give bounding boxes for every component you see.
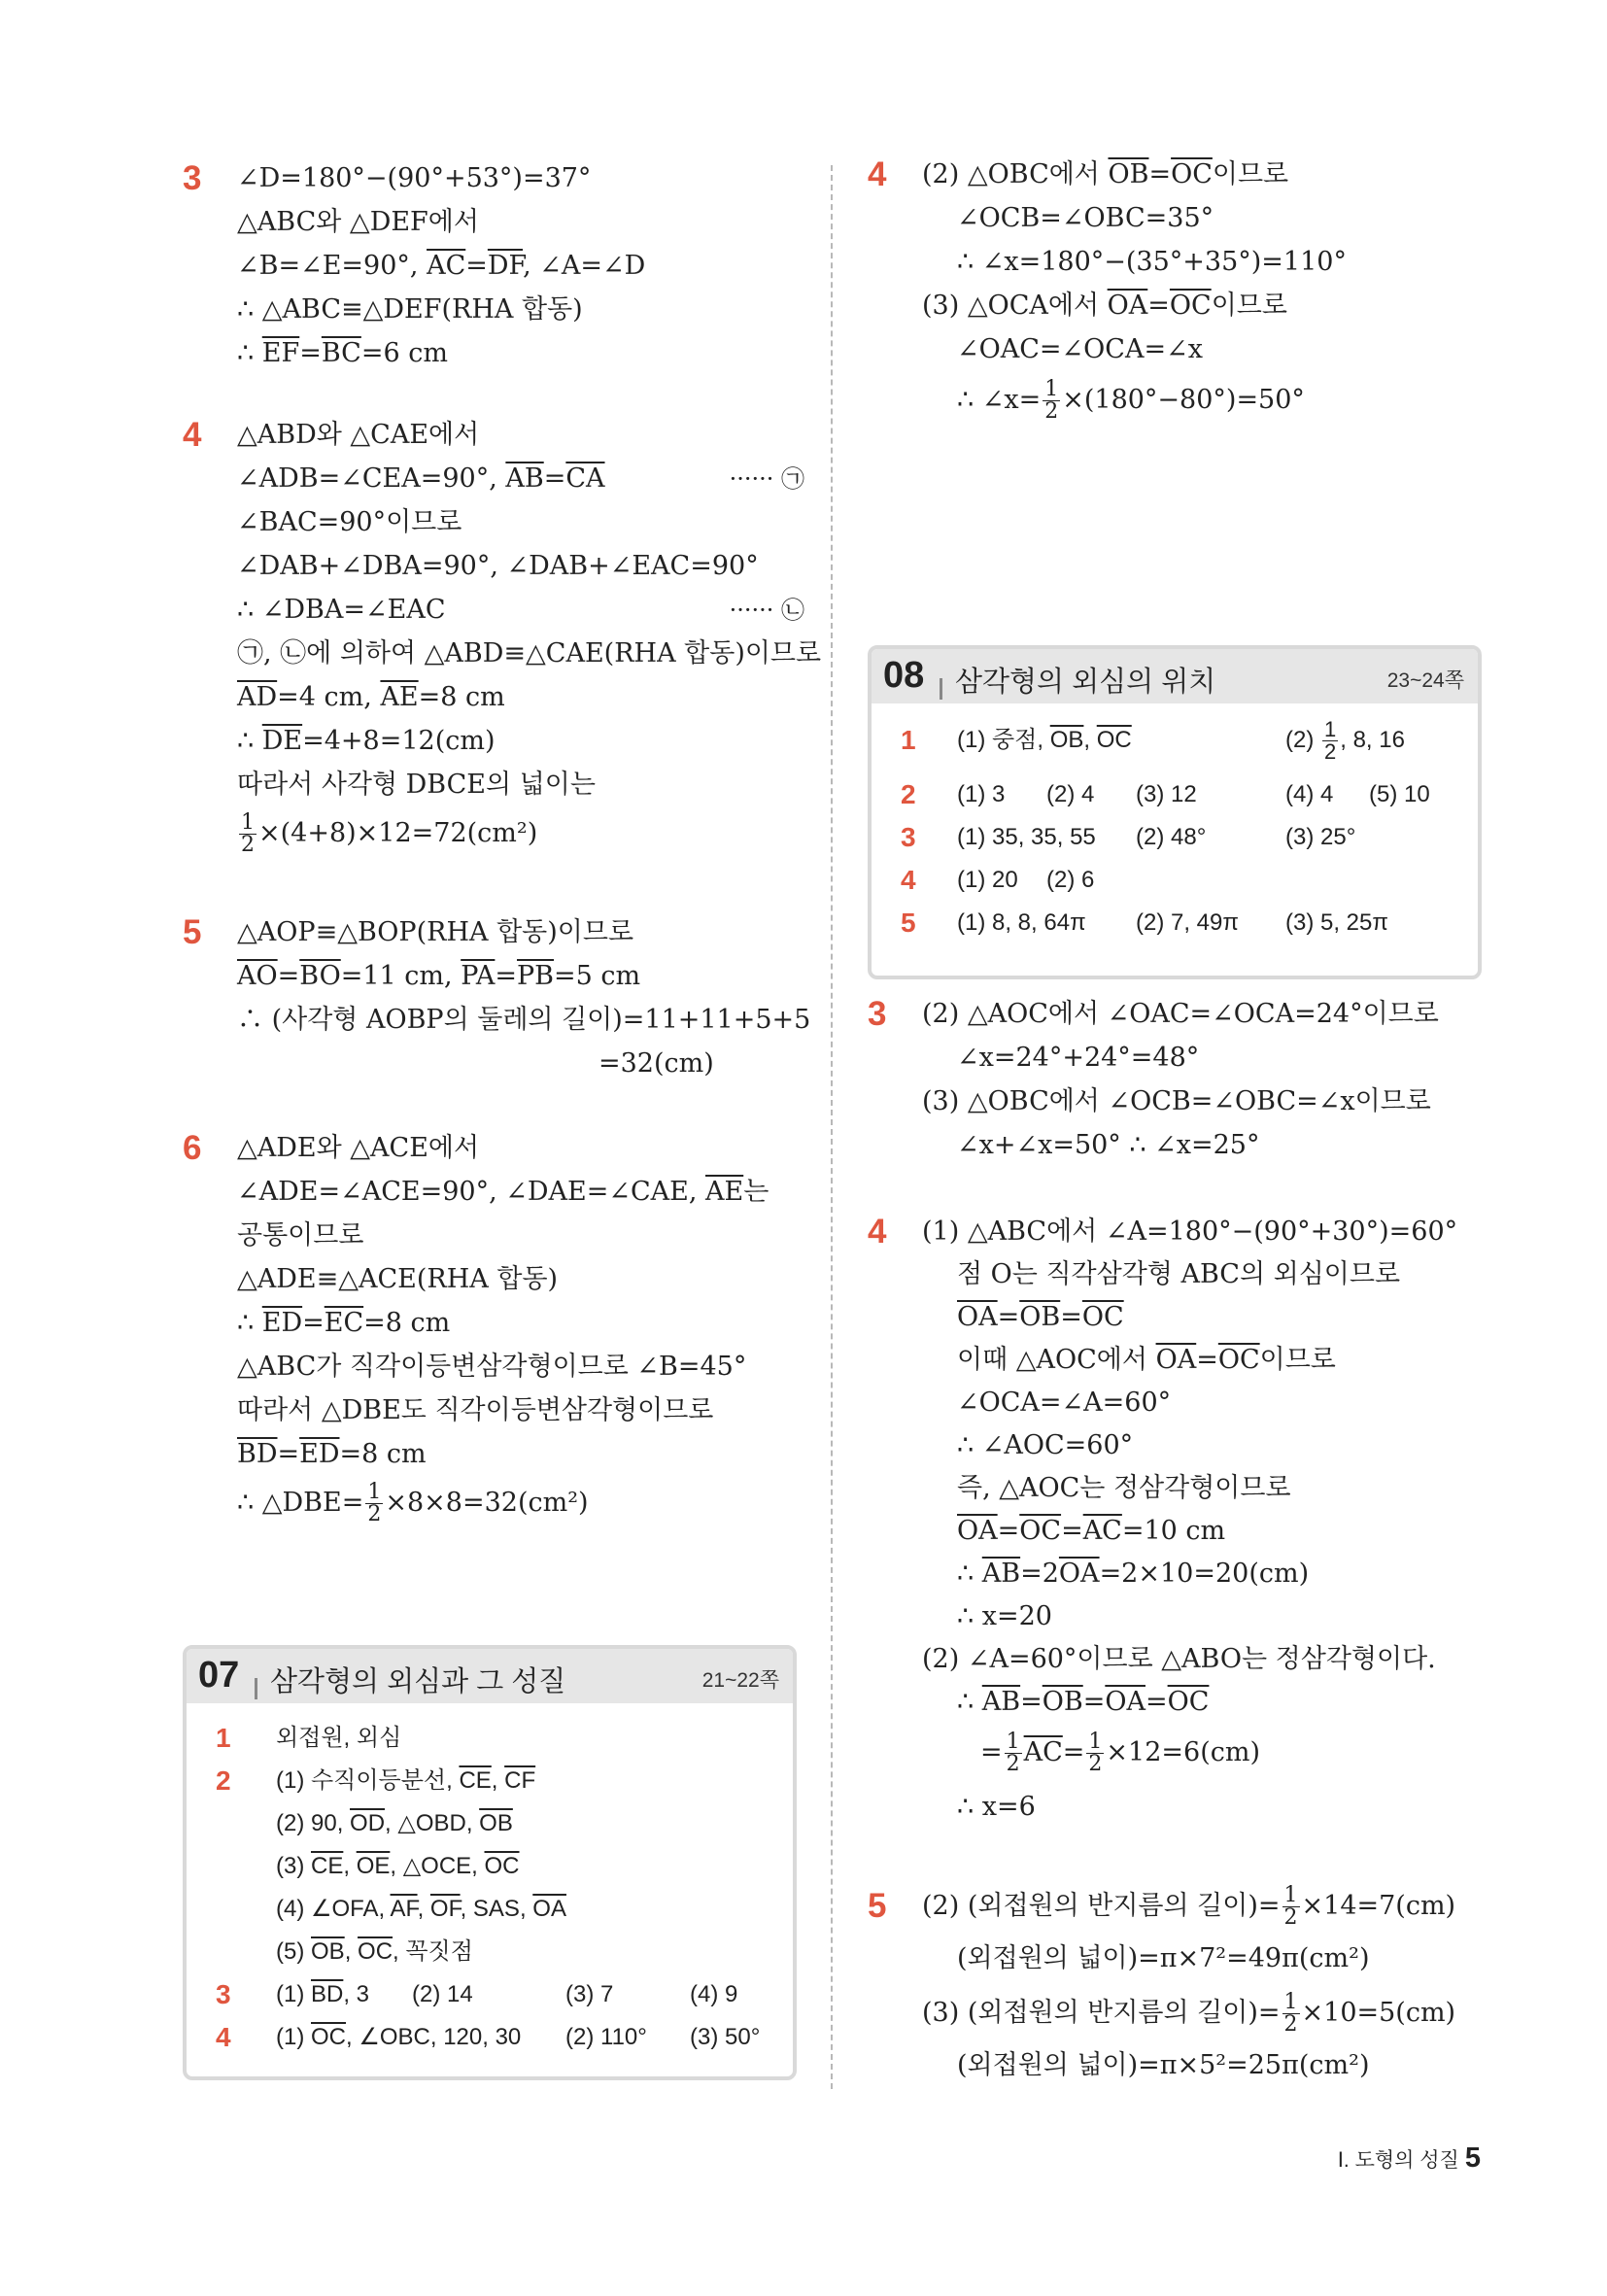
line: ∴ ∠DBA=∠EAC	[237, 595, 446, 625]
line: ∠ADE=∠ACE=90°, ∠DAE=∠CAE, $\overline{AE}$는	[237, 1177, 769, 1207]
answer-number: 2	[216, 1765, 231, 1796]
section-label: Ⅰ. 도형의 성질	[1337, 2149, 1459, 2172]
fraction: $\frac{1}{2}$	[1324, 717, 1337, 765]
line: = $\frac{1}{2}$ $\overline{AC}=$ $\frac{1}{2}$ ×12=6(cm)	[980, 1730, 1260, 1776]
answer-number: 1	[216, 1723, 231, 1753]
answer-line: (2) 48°	[1136, 824, 1207, 850]
line: ∠x=24°+24°=48°	[957, 1043, 1200, 1073]
fraction: $\frac{1}{2}$	[1044, 377, 1059, 424]
answer-line: (5) 10	[1369, 781, 1430, 807]
box-header	[187, 1649, 793, 1703]
line: △ABD와 △CAE에서	[237, 420, 480, 450]
divider	[255, 1678, 257, 1699]
page-range: 23~24쪽	[1386, 669, 1464, 692]
answer-line: (4) ∠OFA, $\overline{AF}$, $\overline{OF}$, SAS, $\overline{OA}$	[276, 1896, 566, 1922]
line: ∠OCB=∠OBC=35°	[957, 203, 1214, 233]
question-number: 3	[868, 995, 887, 1033]
line: (1) △ABC에서 ∠A=180°−(90°+30°)=60°	[922, 1217, 1458, 1247]
answer-box-08	[868, 645, 1482, 979]
answer-line: (3) $\overline{CE}$, $\overline{OE}$, △OCE, $\overline{OC}$	[276, 1853, 520, 1879]
line: ∴ $\overline{EF}=\overline{BC}=6$ cm	[237, 338, 448, 368]
answer-number: 1	[901, 725, 916, 755]
line: ∴ △DBE= $\frac{1}{2}$ ×8×8=32(cm²)	[237, 1480, 589, 1526]
line: ∠B=∠E=90°, $\overline{AC}=\overline{DF}$, ∠A=∠D	[237, 251, 646, 281]
left-question-3	[183, 157, 814, 381]
section-title: 삼각형의 외심과 그 성질	[270, 1666, 566, 1697]
line: (외접원의 넓이)=π×5²=25π(cm²)	[957, 2050, 1370, 2080]
line: (외접원의 넓이)=π×7²=49π(cm²)	[957, 1943, 1370, 1973]
marker-b: ······ ㉡	[729, 597, 804, 624]
question-number: 4	[183, 416, 202, 454]
answer-line: (1) 중점, $\overline{OB}$, $\overline{OC}$	[957, 727, 1132, 753]
question-number: 4	[868, 155, 887, 193]
answer-line: (2) 4	[1046, 781, 1095, 807]
question-number: 3	[183, 159, 202, 197]
line: (2) ∠A=60°이므로 △ABO는 정삼각형이다.	[922, 1644, 1436, 1674]
fraction: $\frac{1}{2}$	[367, 1480, 382, 1526]
left-question-5	[183, 911, 814, 1086]
line: ∴ $\overline{AB}=\overline{OB}=\overline{OA}=\overline{OC}$	[957, 1687, 1210, 1717]
answer-line: (1) 35, 35, 55	[957, 824, 1096, 850]
answer-line: 외접원, 외심	[276, 1725, 402, 1751]
left-question-4	[183, 414, 822, 871]
answer-number: 3	[216, 1979, 231, 2009]
line: ㉠, ㉡에 의하여 △ABD≡△CAE(RHA 합동)이므로	[237, 638, 822, 668]
page-range: 21~22쪽	[701, 1669, 779, 1692]
line: (3) (외접원의 반지름의 길이)= $\frac{1}{2}$ ×10=5(cm)	[922, 1990, 1456, 2037]
right-question-4	[868, 154, 1470, 435]
section-number: 07	[198, 1655, 240, 1696]
answer-line: (3) 5, 25π	[1285, 909, 1388, 936]
marker-a: ······ ㉠	[729, 465, 804, 493]
line: 이때 △AOC에서 $\overline{OA}=\overline{OC}$이므로	[957, 1345, 1336, 1375]
line: ∴ ∠AOC=60°	[957, 1430, 1134, 1460]
answer-number: 4	[216, 2022, 231, 2052]
answer-line: (2) 110°	[565, 2024, 647, 2050]
line: △AOP≡△BOP(RHA 합동)이므로	[237, 917, 634, 947]
line: $\frac{1}{2}$ ×(4+8)×12=72(cm²)	[241, 810, 538, 857]
answer-number: 2	[901, 779, 916, 809]
answer-line: (3) 25°	[1285, 824, 1356, 850]
line: 따라서 사각형 DBCE의 넓이는	[237, 770, 596, 800]
answer-line: (3) 12	[1136, 781, 1197, 807]
answer-number: 3	[901, 822, 916, 852]
answer-line: (2) $\frac{1}{2}$ , 8, 16	[1285, 717, 1405, 765]
question-number: 6	[183, 1129, 202, 1167]
right-question-4-second	[868, 1211, 1470, 1852]
answer-line: (3) 50°	[690, 2024, 761, 2050]
box-header	[872, 649, 1478, 703]
line: ∴ ∠x= $\frac{1}{2}$ ×(180°−80°)=50°	[957, 377, 1305, 424]
fraction: $\frac{1}{2}$	[241, 810, 255, 857]
answer-line: (2) 6	[1046, 867, 1095, 893]
line: $\overline{OA}=\overline{OC}=\overline{AC}=10$ cm	[957, 1516, 1226, 1546]
right-question-3	[868, 993, 1470, 1168]
question-number: 4	[868, 1213, 887, 1251]
line: ∠BAC=90°이므로	[237, 507, 462, 537]
line: ∴ ∠x=180°−(35°+35°)=110°	[957, 247, 1347, 277]
right-question-5	[868, 1885, 1470, 2089]
line: ∠ADB=∠CEA=90°, $\overline{AB}=\overline{CA}$	[237, 463, 605, 494]
line: ∴ x=20	[957, 1601, 1052, 1631]
line: ∴ (사각형 AOBP의 둘레의 길이)=11+11+5+5	[237, 1005, 811, 1035]
line: ∴ △ABC≡△DEF(RHA 합동)	[237, 294, 583, 325]
answer-line: (1) 8, 8, 64π	[957, 909, 1086, 936]
fraction: $\frac{1}{2}$	[1283, 1883, 1298, 1930]
line: ∠D=180°−(90°+53°)=37°	[237, 163, 592, 193]
page-footer	[1338, 2142, 1481, 2175]
line: ∴ x=6	[957, 1792, 1036, 1822]
column-divider	[831, 165, 833, 2089]
answer-line: (2) 90, $\overline{OD}$, △OBD, $\overline{OB}$	[276, 1810, 513, 1836]
line: △ADE와 △ACE에서	[237, 1133, 480, 1163]
fraction: $\frac{1}{2}$	[1006, 1730, 1020, 1776]
answer-line: (1) $\overline{BD}$, 3	[276, 1981, 370, 2007]
answer-line: (2) 14	[412, 1981, 473, 2007]
answer-box-07	[183, 1645, 797, 2080]
line: $\overline{AO}=\overline{BO}=11$ cm, $\overline{PA}=\overline{PB}=5$ cm	[237, 961, 641, 991]
answer-line: (1) 20	[957, 867, 1018, 893]
divider	[940, 678, 942, 700]
line: (3) △OCA에서 $\overline{OA}=\overline{OC}$이므로	[922, 291, 1287, 321]
line: 즉, △AOC는 정삼각형이므로	[957, 1473, 1291, 1503]
line: $\overline{OA}=\overline{OB}=\overline{OC}$	[957, 1302, 1124, 1332]
answer-line: (4) 9	[690, 1981, 738, 2007]
line: (2) △OBC에서 $\overline{OB}=\overline{OC}$이므로	[922, 159, 1289, 189]
line: ∠x+∠x=50° ∴ ∠x=25°	[957, 1130, 1260, 1160]
line: ∴ $\overline{ED}=\overline{EC}=8$ cm	[237, 1308, 451, 1338]
question-number: 5	[868, 1887, 887, 1925]
answer-line: (4) 4	[1285, 781, 1334, 807]
question-number: 5	[183, 913, 202, 951]
section-number: 08	[883, 655, 925, 696]
line: (3) △OBC에서 ∠OCB=∠OBC=∠x이므로	[922, 1086, 1431, 1116]
answer-line: (1) 수직이등분선, $\overline{CE}$, $\overline{CF}$	[276, 1767, 536, 1794]
line: △ADE≡△ACE(RHA 합동)	[237, 1264, 559, 1294]
line: ∴ $\overline{AB}=2\overline{OA}=2\times 10=20(cm)$	[957, 1559, 1310, 1589]
line: ∠OCA=∠A=60°	[957, 1388, 1172, 1418]
line: ∠OAC=∠OCA=∠x	[957, 334, 1203, 364]
line: $\overline{AD}=4$ cm, $\overline{AE}=8$ cm	[237, 682, 505, 712]
answer-line: (2) 7, 49π	[1136, 909, 1239, 936]
left-question-6	[183, 1127, 814, 1526]
line: △ABC와 △DEF에서	[237, 207, 479, 237]
line: $\overline{BD}=\overline{ED}=8$ cm	[237, 1439, 427, 1469]
line: =32(cm)	[598, 1048, 714, 1079]
answer-line: (3) 7	[565, 1981, 614, 2007]
fraction: $\frac{1}{2}$	[1088, 1730, 1103, 1776]
answer-number: 5	[901, 908, 916, 938]
answer-line: (5) $\overline{OB}$, $\overline{OC}$, 꼭짓점	[276, 1938, 473, 1965]
answer-number: 4	[901, 865, 916, 895]
line: (2) (외접원의 반지름의 길이)= $\frac{1}{2}$ ×14=7(cm)	[922, 1883, 1456, 1930]
page-number: 5	[1464, 2142, 1481, 2174]
line: 따라서 △DBE도 직각이등변삼각형이므로	[237, 1395, 714, 1425]
line: ∠DAB+∠DBA=90°, ∠DAB+∠EAC=90°	[237, 551, 759, 581]
section-title: 삼각형의 외심의 위치	[955, 667, 1216, 698]
line: 점 O는 직각삼각형 ABC의 외심이므로	[957, 1259, 1401, 1289]
line: (2) △AOC에서 ∠OAC=∠OCA=24°이므로	[922, 999, 1439, 1029]
line: 공통이므로	[237, 1220, 364, 1251]
line: ∴ $\overline{DE}=4+8=12(cm)$	[237, 726, 496, 756]
answer-line: (1) $\overline{OC}$, ∠OBC, 120, 30	[276, 2024, 522, 2050]
line: △ABC가 직각이등변삼각형이므로 ∠B=45°	[237, 1352, 747, 1382]
answer-line: (1) 3	[957, 781, 1006, 807]
fraction: $\frac{1}{2}$	[1283, 1990, 1298, 2037]
